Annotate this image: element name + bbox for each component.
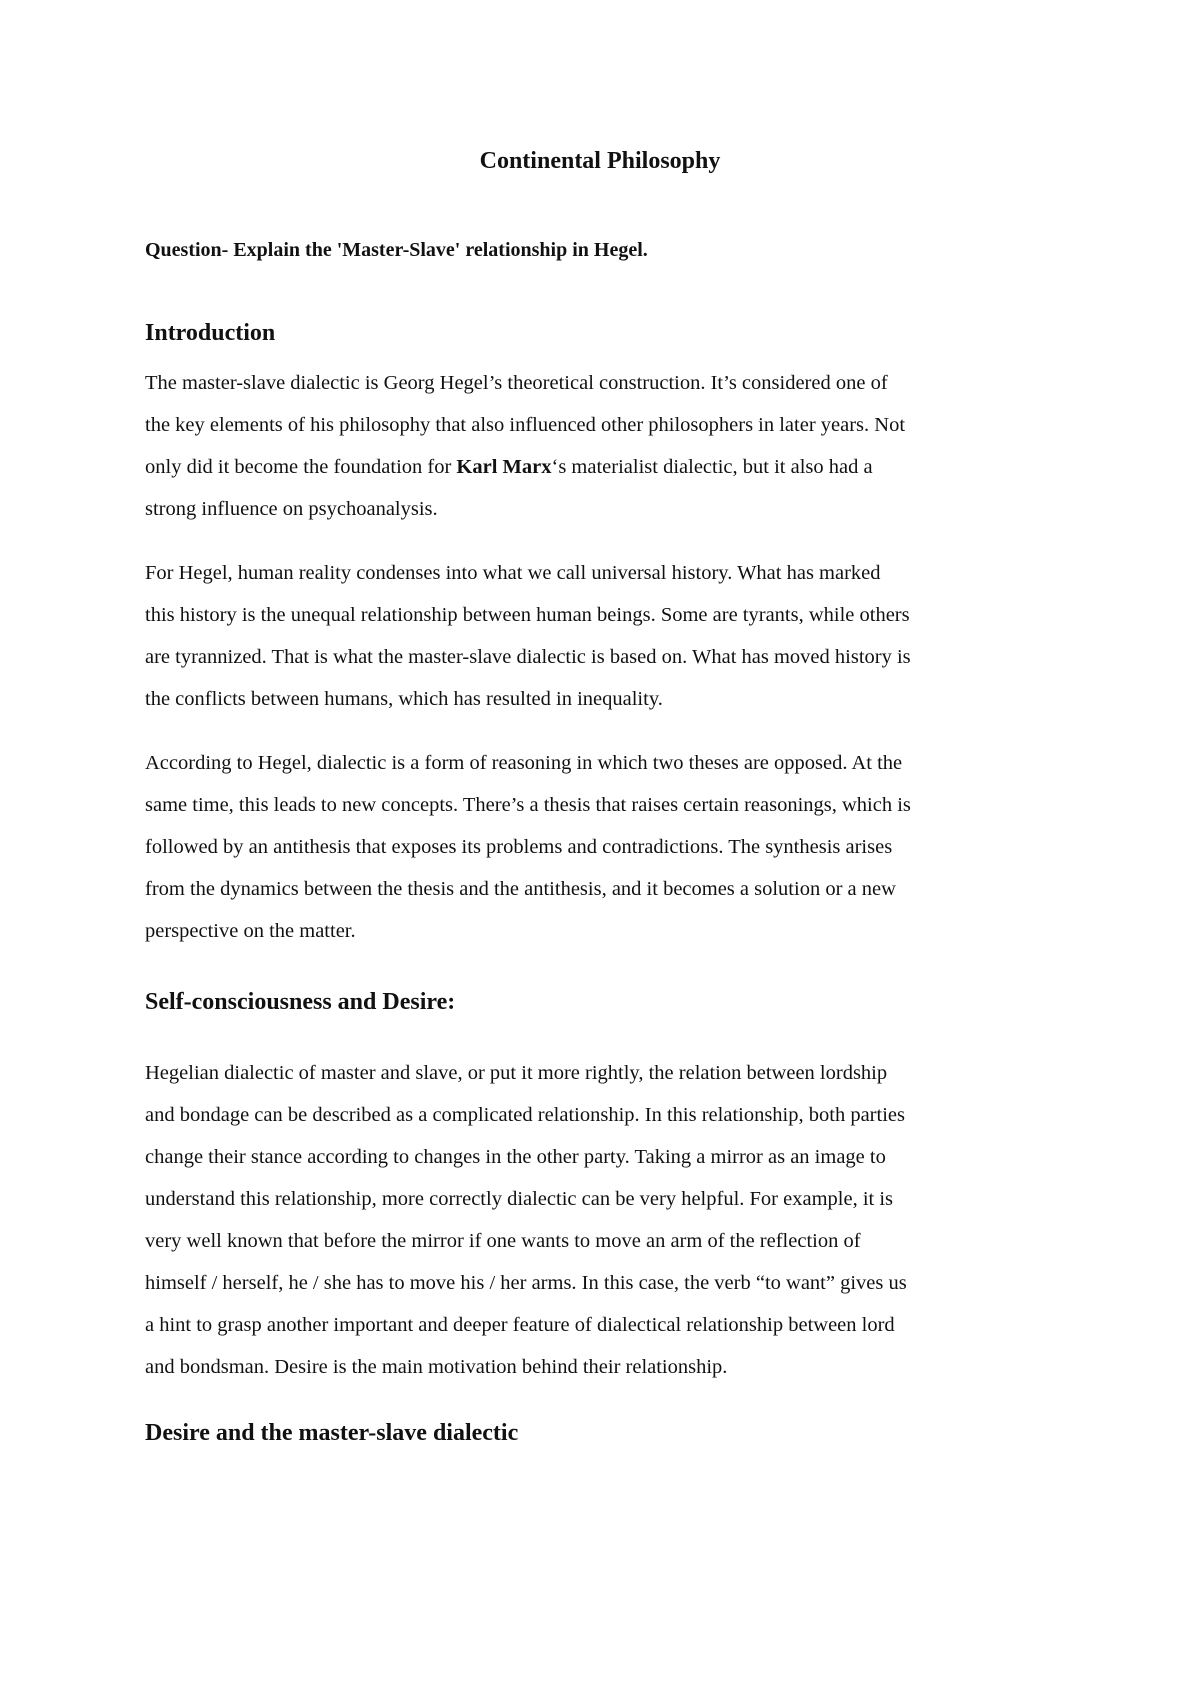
text-line: same time, this leads to new concepts. There’s a thesis that raises certain reasonings, which is [145, 794, 911, 816]
text-line: change their stance according to changes in the other party. Taking a mirror as an image to [145, 1146, 886, 1168]
section-heading-introduction: Introduction [145, 320, 276, 346]
text-line: and bondsman. Desire is the main motivation behind their relationship. [145, 1356, 728, 1378]
bold-name-karl-marx: Karl Marx [456, 456, 552, 478]
text-line: The master-slave dialectic is Georg Hegel’s theoretical construction. It’s considered one of [145, 372, 888, 394]
text-line: the conflicts between humans, which has resulted in inequality. [145, 688, 663, 710]
text-line: are tyrannized. That is what the master-slave dialectic is based on. What has moved history is [145, 646, 911, 668]
text-line: a hint to grasp another important and deeper feature of dialectical relationship between lord [145, 1314, 895, 1336]
section-heading-desire-dialectic: Desire and the master-slave dialectic [145, 1420, 519, 1446]
text-line: the key elements of his philosophy that also influenced other philosophers in later years. Not [145, 414, 906, 436]
text-line: strong influence on psychoanalysis. [145, 498, 438, 520]
text-line: perspective on the matter. [145, 920, 356, 942]
paragraph-self-consciousness-1 [145, 1052, 1080, 1388]
question-line: Question- Explain the 'Master-Slave' relationship in Hegel. [145, 239, 648, 261]
page-title: Continental Philosophy [479, 148, 721, 174]
text-line: According to Hegel, dialectic is a form of reasoning in which two theses are opposed. At the [145, 752, 903, 774]
paragraph-intro-3 [145, 742, 1080, 952]
text-line: For Hegel, human reality condenses into what we call universal history. What has marked [145, 562, 881, 584]
text-line: Hegelian dialectic of master and slave, or put it more rightly, the relation between lordship [145, 1062, 888, 1084]
paragraph-intro-1 [145, 362, 1080, 530]
paragraph-intro-2 [145, 552, 1080, 720]
text-line [145, 446, 1080, 488]
text-line: very well known that before the mirror if one wants to move an arm of the reflection of [145, 1230, 861, 1252]
text-line: this history is the unequal relationship between human beings. Some are tyrants, while others [145, 604, 910, 626]
text-line: and bondage can be described as a complicated relationship. In this relationship, both parties [145, 1104, 905, 1126]
text-line: followed by an antithesis that exposes its problems and contradictions. The synthesis arises [145, 836, 893, 858]
text-line: understand this relationship, more correctly dialectic can be very helpful. For example, it is [145, 1188, 894, 1210]
text-run: ‘s materialist dialectic, but it also had a [551, 456, 873, 478]
text-line: himself / herself, he / she has to move his / her arms. In this case, the verb “to want” gives us [145, 1272, 907, 1294]
text-line: from the dynamics between the thesis and the antithesis, and it becomes a solution or a new [145, 878, 896, 900]
text-run: only did it become the foundation for [145, 456, 457, 478]
section-heading-self-consciousness: Self-consciousness and Desire: [145, 989, 456, 1015]
